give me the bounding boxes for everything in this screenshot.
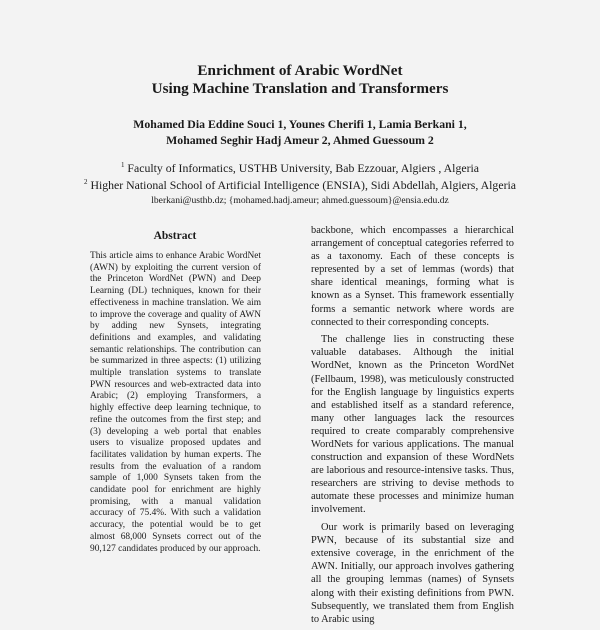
author-list: [0, 117, 600, 148]
body-paragraph-3: Our work is primarily based on leveraging PWN, because of its substantial size and extensive coverage, in the enrichment of the AWN. Initially, our approach involves gathering all the grouping lemmas (names) of Synsets along with their existing definitions from PWN. Subsequently, we translated them from English to Arabic using: [311, 522, 514, 625]
affiliation-1-text: Faculty of Informatics, USTHB University, Bab Ezzouar, Algiers , Algeria: [127, 161, 480, 175]
body-paragraph-2: The challenge lies in constructing these valuable databases. Although the initial WordNet, known as the Princeton WordNet (Fellbaum, 1998), was meticulously constructed for the English language by linguistics experts and established itself as a standard reference, many other languages lack the resources required to create comparably comprehensive WordNets for various applications. The manual construction and expansion of these WordNets are laborious and resource-intensive tasks. Thus, researchers are striving to devise methods to automate these processes and minimize human involvement.: [311, 334, 514, 516]
paper-title: [0, 62, 600, 98]
affiliation-2-text: Higher National School of Artificial Intelligence (ENSIA), Sidi Abdellah, Algiers, Algeria: [90, 178, 517, 192]
affiliations: [0, 160, 600, 194]
affiliation-1: [0, 160, 600, 177]
abstract-text: This article aims to enhance Arabic WordNet (AWN) by exploiting the current version of the Princeton WordNet (PWN) and Deep Learning (DL) techniques, known for their effectiveness in machine translation. We aim to improve the coverage and quality of AWN by adding new Synsets, integrating definitions and examples, and validating semantic relationships. The contribution can be summarized in three aspects: (1) utilizing multiple translation systems to translate PWN resources and web-extracted data into Arabic; (2) employing Transformers, a highly effective deep learning technique, to refine the outcomes from the first step; and (3) developing a web portal that enables users to visualize proposed updates and facilitates validation by human experts. The results from the evaluation of a random sample of 1,000 Synsets taken from the candidate pool for enrichment are highly promising, with a manual validation accuracy of 75.4%. With such a validation accuracy, the potential would be to get almost 68,000 Synsets correct out of the 90,127 candidates produced by our approach.: [90, 251, 261, 554]
title-line-1: Enrichment of Arabic WordNet: [197, 62, 403, 79]
affiliation-2-marker: 2: [83, 178, 88, 187]
body-column: [311, 224, 514, 630]
title-line-2: Using Machine Translation and Transformers: [151, 80, 449, 97]
authors-line-2: Mohamed Seghir Hadj Ameur 2, Ahmed Guessoum 2: [166, 132, 434, 147]
affiliation-1-marker: 1: [120, 161, 125, 170]
affiliation-2: [0, 177, 600, 194]
abstract-heading: Abstract: [153, 230, 197, 242]
authors-line-1: Mohamed Dia Eddine Souci 1, Younes Cherifi 1, Lamia Berkani 1,: [133, 117, 467, 131]
body-paragraph-1: backbone, which encompasses a hierarchical arrangement of conceptual categories referred to as a taxonomy. Each of these concepts is represented by a set of lemmas (words) that share identical meanings, forming what is known as a Synset. This framework essentially forms a semantic network where words are connected to their corresponding concepts.: [311, 225, 514, 328]
author-emails: lberkani@usthb.dz; {mohamed.hadj.ameur; ahmed.guessoum}@ensia.edu.dz: [151, 195, 449, 206]
